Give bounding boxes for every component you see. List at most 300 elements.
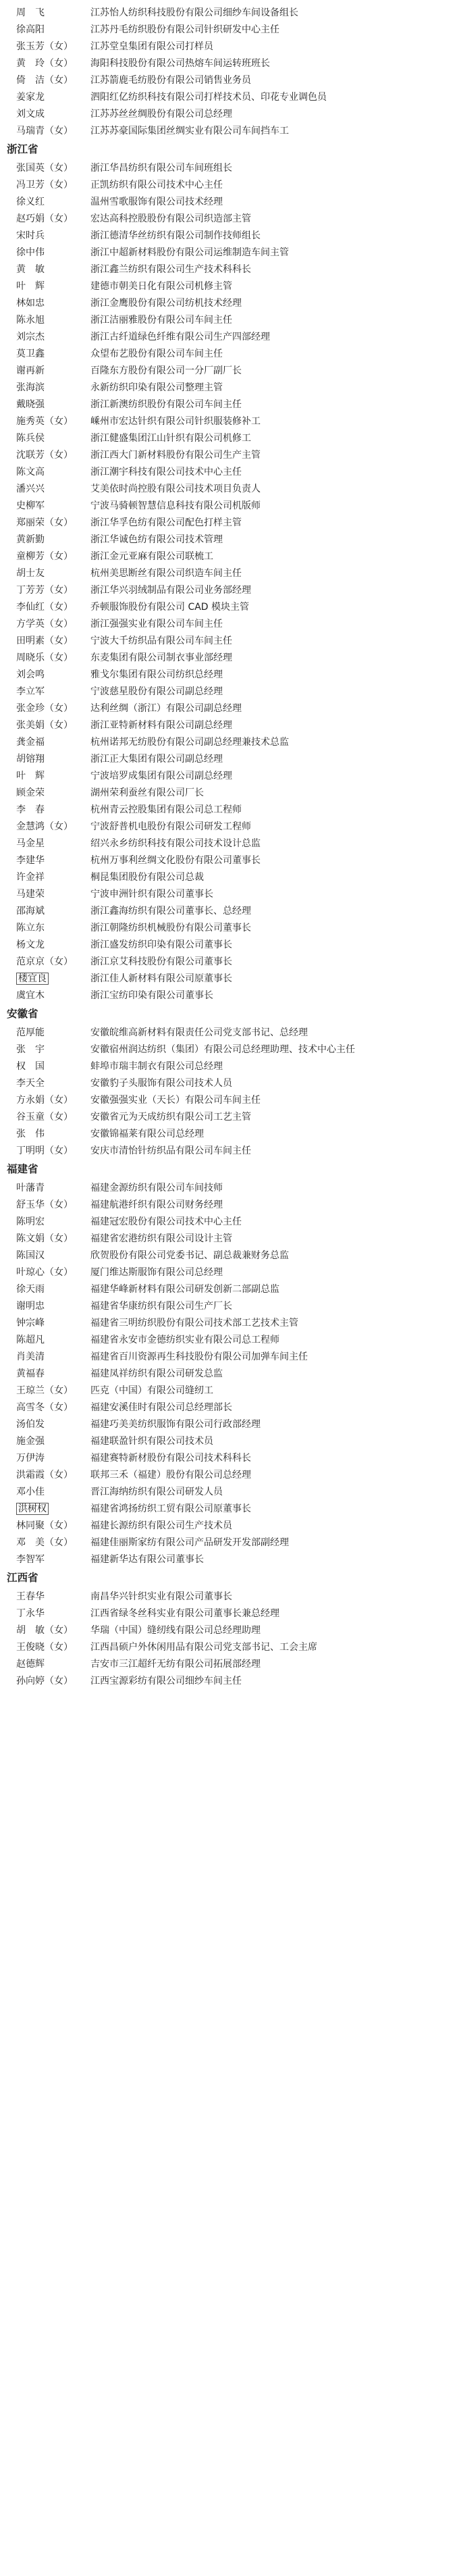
roster-entry: [16, 1142, 451, 1159]
person-name-text: 方永娟（女）: [16, 1094, 73, 1106]
organization-title: 江苏苏丝丝绸股份有限公司总经理: [90, 108, 232, 120]
organization-title: 江苏苏豪国际集团丝绸实业有限公司车间挡车工: [90, 125, 289, 136]
roster-entry: [16, 1125, 451, 1142]
organization-title: 浙江新澳纺织股份有限公司车间主任: [90, 398, 242, 410]
person-name-text: 李 春: [16, 804, 45, 815]
organization-title: 江苏丹毛纺织股份有限公司针织研发中心主任: [90, 24, 279, 35]
organization-title: 福建金源纺织有限公司车间技师: [90, 1182, 223, 1193]
roster-entry: [16, 919, 451, 936]
roster-entry: [16, 869, 451, 885]
organization-title: 杭州诺邦无纺股份有限公司副总经理兼技术总监: [90, 736, 289, 748]
organization-title: 嵊州市宏达针织有限公司针织服装修补工: [90, 415, 261, 427]
person-name: [16, 1468, 90, 1483]
person-name: [16, 313, 90, 328]
organization-title: 匹克（中国）有限公司缝纫工: [90, 1385, 213, 1396]
roster-entry: [16, 1179, 451, 1196]
person-name-text: 方学英（女）: [16, 618, 73, 629]
person-name: [16, 1589, 90, 1604]
organization-title: 安徽豹子头服饰有限公司技术人员: [90, 1077, 232, 1089]
person-name-text: 邓 美（女）: [16, 1537, 73, 1548]
person-name-text: 叶藩青: [16, 1182, 45, 1193]
person-name: [16, 1501, 90, 1516]
roster-entry: [16, 311, 451, 328]
person-name-text: 郑丽荣（女）: [16, 517, 73, 528]
person-name: [16, 1552, 90, 1567]
person-name-text: 陈明宏: [16, 1216, 45, 1227]
person-name-text: 黄 敏: [16, 263, 45, 275]
organization-title: 众望布艺股份有限公司车间主任: [90, 348, 223, 359]
organization-title: 浙江朝隆纺织机械股份有限公司董事长: [90, 922, 251, 933]
person-name: [16, 735, 90, 750]
organization-title: 浙江金鹰股份有限公司纺机技术经理: [90, 297, 242, 309]
organization-title: 浙江鑫兰纺织有限公司生产技术科科长: [90, 263, 251, 275]
organization-title: 浙江华诚色纺有限公司技术管理: [90, 534, 223, 545]
organization-title: 福建省永安市金德纺织实业有限公司总工程师: [90, 1334, 279, 1345]
person-name: [16, 1265, 90, 1280]
person-name-text: 黄 玲（女）: [16, 57, 73, 69]
person-name: [16, 954, 90, 969]
organization-title: 蚌埠市瑞丰制衣有限公司总经理: [90, 1060, 223, 1072]
person-name-text: 周 飞: [16, 7, 45, 18]
organization-title: 江苏堂皇集团有限公司打样员: [90, 41, 213, 52]
person-name-text: 孙向婷（女）: [16, 1675, 73, 1686]
person-name-text: 潘兴兴: [16, 483, 45, 494]
organization-title: 福建安溪佳时有限公司总经理部长: [90, 1401, 232, 1413]
person-name-text: 王琼兰（女）: [16, 1385, 73, 1396]
person-name-text: 谢明忠: [16, 1300, 45, 1312]
person-name-memorial-box: 楼宜良: [16, 973, 49, 985]
roster-entry: [16, 615, 451, 632]
person-name-text: 张 宇: [16, 1044, 45, 1055]
organization-title: 湖州荣利蚕丝有限公司厂长: [90, 787, 204, 798]
person-name-text: 冯卫芳（女）: [16, 179, 73, 190]
roster-entry: [16, 531, 451, 548]
roster-entry: [16, 700, 451, 717]
roster-entry: [16, 885, 451, 902]
organization-title: 江西省绿冬丝科实业有限公司董事长兼总经理: [90, 1607, 279, 1619]
person-name: [16, 1366, 90, 1381]
roster-entry: [16, 987, 451, 1004]
person-name-text: 胡士友: [16, 567, 45, 579]
person-name-text: 许金祥: [16, 871, 45, 883]
roster-entry: [16, 193, 451, 210]
person-name-text: 施金强: [16, 1435, 45, 1447]
organization-title: 浙江洁丽雅股份有限公司车间主任: [90, 314, 232, 326]
person-name-text: 童柳芳（女）: [16, 550, 73, 562]
person-name: [16, 1606, 90, 1621]
organization-title: 安徽省元为天成纺织有限公司工艺主管: [90, 1111, 251, 1123]
person-name-text: 叶琼心（女）: [16, 1266, 73, 1278]
roster-entry: [16, 970, 451, 987]
roster-entry: [16, 733, 451, 750]
person-name-text: 徐中伟: [16, 247, 45, 258]
roster-entry: [16, 1075, 451, 1091]
roster-entry: [16, 1196, 451, 1213]
person-name: [16, 600, 90, 615]
roster-entry: [16, 1058, 451, 1075]
person-name: [16, 921, 90, 935]
person-name: [16, 1535, 90, 1550]
person-name-text: 金慧鸿（女）: [16, 821, 73, 832]
roster-entry: [16, 21, 451, 38]
roster-entry: [16, 1672, 451, 1689]
roster-entry: [16, 598, 451, 615]
province-heading: 福建省: [7, 1163, 38, 1175]
roster-entry: [16, 683, 451, 700]
roster-entry: [16, 1348, 451, 1365]
person-name: [16, 107, 90, 122]
person-name-text: 徐高阳: [16, 24, 45, 35]
roster-entry: [16, 72, 451, 88]
roster-entry: [16, 345, 451, 362]
roster-entry: [16, 244, 451, 261]
roster-entry: [16, 1433, 451, 1449]
person-name-text: 林同聚（女）: [16, 1520, 73, 1531]
person-name: [16, 1110, 90, 1125]
organization-title: 浙江健盛集团江山针织有限公司机修工: [90, 432, 251, 444]
organization-title: 福建华峰新材料有限公司研发创新二部副总监: [90, 1283, 279, 1295]
person-name-text: 范京京（女）: [16, 956, 73, 967]
roster-entry: [16, 1041, 451, 1058]
person-name: [16, 904, 90, 919]
person-name: [16, 583, 90, 598]
person-name-text: 权 国: [16, 1060, 45, 1072]
roster-entry: [16, 514, 451, 531]
roster-entry: [16, 582, 451, 598]
organization-title: 福建省百川资源再生科技股份有限公司加弹车间主任: [90, 1351, 308, 1362]
organization-title: 海阳科技股份有限公司热熔车间运转班班长: [90, 57, 270, 69]
person-name-text: 马瑞青（女）: [16, 125, 73, 136]
person-name: [16, 1485, 90, 1499]
person-name-text: 李天全: [16, 1077, 45, 1089]
person-name: [16, 549, 90, 564]
organization-title: 达利丝绸（浙江）有限公司副总经理: [90, 702, 242, 714]
person-name: [16, 330, 90, 344]
person-name: [16, 1640, 90, 1655]
organization-title: 桐昆集团股份有限公司总裁: [90, 871, 204, 883]
person-name-text: 张美娟（女）: [16, 719, 73, 731]
organization-title: 欣贺股份有限公司党委书记、副总裁兼财务总监: [90, 1250, 289, 1261]
person-name: [16, 836, 90, 851]
person-name: [16, 498, 90, 513]
person-name: [16, 178, 90, 192]
person-name: [16, 853, 90, 868]
person-name-text: 汤伯发: [16, 1418, 45, 1430]
person-name: [16, 211, 90, 226]
person-name: [16, 802, 90, 817]
roster-entry: [16, 497, 451, 514]
roster-entry: [16, 801, 451, 818]
roster-entry: [16, 227, 451, 244]
person-name-text: 虞宜木: [16, 989, 45, 1001]
organization-title: 宁波慈星股份有限公司副总经理: [90, 686, 223, 697]
person-name: [16, 988, 90, 1003]
person-name-text: 陈永旭: [16, 314, 45, 326]
person-name: [16, 566, 90, 581]
roster-entry: [16, 548, 451, 565]
organization-title: 联邦三禾（福建）股份有限公司总经理: [90, 1469, 251, 1480]
organization-title: 福建冠宏股份有限公司技术中心主任: [90, 1216, 242, 1227]
roster-entry: [16, 463, 451, 480]
roster-entry: [16, 176, 451, 193]
roster-entry: [16, 1024, 451, 1041]
person-name-text: 沈联芳（女）: [16, 449, 73, 461]
organization-title: 浙江佳人新材料有限公司原董事长: [90, 973, 232, 984]
roster-entry: [16, 666, 451, 683]
province-heading: 江西省: [7, 1572, 38, 1584]
person-name: [16, 650, 90, 665]
organization-title: 福建联盈针织有限公司技术员: [90, 1435, 213, 1447]
roster-entry: [16, 430, 451, 446]
organization-title: 浙江古纤道绿色纤维有限公司生产四部经理: [90, 331, 270, 342]
person-name: [16, 1417, 90, 1432]
roster-entry: [16, 1264, 451, 1281]
organization-title: 福建省宏港纺织有限公司设计主管: [90, 1233, 232, 1244]
person-name: [16, 1400, 90, 1415]
person-name-text: 李建华: [16, 854, 45, 866]
person-name: [16, 73, 90, 88]
roster-entry: [16, 1314, 451, 1331]
organization-title: 福建航港纤织有限公司财务经理: [90, 1199, 223, 1210]
person-name-text: 胡 敏（女）: [16, 1624, 73, 1636]
person-name-text: 谷玉童（女）: [16, 1111, 73, 1123]
organization-title: 宏达高科控股股份有限公司织造部主管: [90, 213, 251, 224]
roster-entry: [16, 1517, 451, 1534]
person-name: [16, 1181, 90, 1195]
person-name-text: 范厚能: [16, 1027, 45, 1038]
person-name: [16, 937, 90, 952]
organization-title: 东麦集团有限公司制衣事业部经理: [90, 652, 232, 663]
roster-entry: [16, 88, 451, 105]
roster-entry: [16, 1365, 451, 1382]
person-name-text: 陈超凡: [16, 1334, 45, 1345]
person-name: [16, 1025, 90, 1040]
person-name: [16, 90, 90, 105]
person-name: [16, 39, 90, 54]
person-name: [16, 431, 90, 446]
person-name: [16, 667, 90, 682]
person-name: [16, 1059, 90, 1074]
person-name-text: 高雪冬（女）: [16, 1401, 73, 1413]
roster-entry: [16, 902, 451, 919]
organization-title: 晋江海纳纺织有限公司研发人员: [90, 1486, 223, 1497]
person-name: [16, 1434, 90, 1449]
person-name-text: 李立军: [16, 686, 45, 697]
person-name-text: 王春华: [16, 1591, 45, 1602]
organization-title: 安徽皖维高新材料有限责任公司党支部书记、总经理: [90, 1027, 308, 1038]
organization-title: 浙江华昌纺织有限公司车间班组长: [90, 162, 232, 174]
person-name: [16, 1383, 90, 1398]
person-name-text: 莫卫鑫: [16, 348, 45, 359]
roster-entry: [16, 852, 451, 869]
organization-title: 福建省三明纺织股份有限公司技术部工艺技术主管: [90, 1317, 298, 1329]
roster-entry: [16, 1416, 451, 1433]
person-name: [16, 971, 90, 986]
person-name-text: 丁芳芳（女）: [16, 584, 73, 596]
organization-title: 安庆市清怡针纺织品有限公司车间主任: [90, 1145, 251, 1156]
person-name-text: 邓小佳: [16, 1486, 45, 1497]
organization-title: 建德市朝美日化有限公司机修主管: [90, 280, 232, 292]
person-name-text: 陈立东: [16, 922, 45, 933]
organization-title: 永新纺织印染有限公司整理主管: [90, 382, 223, 393]
person-name-text: 张国英（女）: [16, 162, 73, 174]
person-name: [16, 296, 90, 311]
person-name: [16, 346, 90, 361]
person-name-text: 叶 辉: [16, 770, 45, 781]
person-name-text: 宋时兵: [16, 230, 45, 241]
organization-title: 福建凤祥纺织有限公司研发总监: [90, 1368, 223, 1379]
person-name-text: 谢再新: [16, 365, 45, 376]
roster-entry: [16, 784, 451, 801]
person-name: [16, 5, 90, 20]
organization-title: 福建赛特新材股份有限公司技术科科长: [90, 1452, 251, 1464]
person-name: [16, 1674, 90, 1689]
roster-entry: [16, 4, 451, 21]
person-name-text: 刘宗杰: [16, 331, 45, 342]
person-name-text: 张金珍（女）: [16, 702, 73, 714]
roster-entry: [16, 261, 451, 278]
person-name: [16, 161, 90, 176]
roster-entry: [16, 632, 451, 649]
roster-entry: [16, 1297, 451, 1314]
person-name: [16, 1076, 90, 1091]
organization-title: 绍兴永乡纺织科技有限公司技术设计总监: [90, 838, 261, 849]
person-name: [16, 380, 90, 395]
person-name: [16, 124, 90, 138]
organization-title: 福建新华达有限公司董事长: [90, 1553, 204, 1565]
organization-title: 安徽锦福莱有限公司总经理: [90, 1128, 204, 1139]
person-name-text: 钟宗峰: [16, 1317, 45, 1329]
person-name-text: 姜家龙: [16, 91, 45, 103]
roster-entry: [16, 1500, 451, 1517]
person-name: [16, 1518, 90, 1533]
roster-entry: [16, 38, 451, 55]
organization-title: 江西宝源彩纺有限公司细纱车间主任: [90, 1675, 242, 1686]
person-name-text: 龚金福: [16, 736, 45, 748]
organization-title: 浙江潮宇科技有限公司技术中心主任: [90, 466, 242, 478]
person-name-text: 戴晓强: [16, 398, 45, 410]
roster-entry: [16, 328, 451, 345]
organization-title: 雅戈尔集团有限公司纺织总经理: [90, 669, 223, 680]
person-name-text: 马金星: [16, 838, 45, 849]
roster-entry: [16, 446, 451, 463]
roster-entry: [16, 936, 451, 953]
roster-entry: [16, 379, 451, 396]
province-heading: 浙江省: [7, 143, 38, 155]
organization-title: 浙江中超新材料股份有限公司运维制造车间主管: [90, 247, 289, 258]
organization-title: 浙江西大门新材料股份有限公司生产主管: [90, 449, 261, 461]
person-name-text: 周晓乐（女）: [16, 652, 73, 663]
person-name: [16, 465, 90, 480]
organization-title: 江苏箭鹿毛纺股份有限公司销售业务员: [90, 74, 251, 86]
roster-entry: [16, 1466, 451, 1483]
person-name-text: 陈兵侯: [16, 432, 45, 444]
person-name: [16, 397, 90, 412]
person-name: [16, 684, 90, 699]
roster-entry: [16, 159, 451, 176]
person-name-text: 林如忠: [16, 297, 45, 309]
organization-title: 南昌华兴针织实业有限公司董事长: [90, 1591, 232, 1602]
person-name-text: 叶 辉: [16, 280, 45, 292]
person-name: [16, 56, 90, 71]
organization-title: 杭州青云控股集团有限公司总工程师: [90, 804, 242, 815]
person-name-text: 胡镕翔: [16, 753, 45, 765]
roster-entry: [16, 1588, 451, 1605]
roster-entry: [16, 1281, 451, 1297]
person-name: [16, 769, 90, 783]
roster-entry: [16, 1091, 451, 1108]
person-name: [16, 701, 90, 716]
person-name: [16, 414, 90, 429]
roster-entry: [16, 413, 451, 430]
person-name-text: 张海滨: [16, 382, 45, 393]
person-name-text: 赵德辉: [16, 1658, 45, 1670]
person-name-text: 黄新勤: [16, 534, 45, 545]
roster-entry: [16, 122, 451, 139]
person-name: [16, 245, 90, 260]
person-name: [16, 785, 90, 800]
roster-entry: [16, 1399, 451, 1416]
person-name: [16, 262, 90, 277]
person-name-text: 黄福春: [16, 1368, 45, 1379]
organization-title: 杭州美思断丝有限公司织造车间主任: [90, 567, 242, 579]
person-name: [16, 887, 90, 902]
person-name-memorial-box: 洪树权: [16, 1503, 49, 1515]
organization-title: 宁波舒普机电股份有限公司研发工程师: [90, 821, 251, 832]
roster-entry: [16, 1230, 451, 1247]
organization-title: 乔顿服饰股份有限公司 CAD 模块主管: [90, 601, 250, 613]
province-heading: 安徽省: [7, 1008, 38, 1020]
person-name-text: 陈文高: [16, 466, 45, 478]
person-name: [16, 1316, 90, 1331]
organization-title: 福建省华康纺织有限公司生产厂长: [90, 1300, 232, 1312]
roster-entry: [16, 1382, 451, 1399]
person-name: [16, 532, 90, 547]
person-name-text: 王俊晓（女）: [16, 1641, 73, 1653]
person-name-text: 洪霜霞（女）: [16, 1469, 73, 1480]
person-name: [16, 363, 90, 378]
roster-entry: [16, 649, 451, 666]
organization-title: 浙江鑫海纺织有限公司董事长、总经理: [90, 905, 251, 917]
organization-title: 安徽宿州润达纺织（集团）有限公司总经理助理、技术中心主任: [90, 1044, 355, 1055]
person-name: [16, 1214, 90, 1229]
organization-title: 华瑞（中国）缝纫线有限公司总经理助理: [90, 1624, 261, 1636]
roster-entry: [16, 1108, 451, 1125]
roster-entry: [16, 953, 451, 970]
roster-entry: [16, 717, 451, 733]
organization-title: 浙江盛发纺织印染有限公司董事长: [90, 939, 232, 950]
person-name: [16, 634, 90, 648]
roster-entry: [16, 1639, 451, 1655]
roster-entry: [16, 1534, 451, 1551]
roster-entry: [16, 1247, 451, 1264]
organization-title: 宁波培罗成集团有限公司副总经理: [90, 770, 232, 781]
organization-title: 浙江宝纺印染有限公司董事长: [90, 989, 213, 1001]
person-name: [16, 1657, 90, 1672]
person-name-text: 万伊涛: [16, 1452, 45, 1464]
organization-title: 浙江华兴羽绒制品有限公司业务部经理: [90, 584, 251, 596]
organization-title: 江西昌硕户外休闲用品有限公司党支部书记、工会主席: [90, 1641, 317, 1653]
person-name: [16, 515, 90, 530]
person-name-text: 丁明明（女）: [16, 1145, 73, 1156]
roster-entry: [16, 565, 451, 582]
person-name: [16, 482, 90, 496]
person-name-text: 杨文龙: [16, 939, 45, 950]
person-name-text: 徐义红: [16, 196, 45, 207]
person-name-text: 舒玉华（女）: [16, 1199, 73, 1210]
organization-title: 福建佳丽斯家纺有限公司产品研发开发部副经理: [90, 1537, 289, 1548]
roster-entry: [16, 1483, 451, 1500]
